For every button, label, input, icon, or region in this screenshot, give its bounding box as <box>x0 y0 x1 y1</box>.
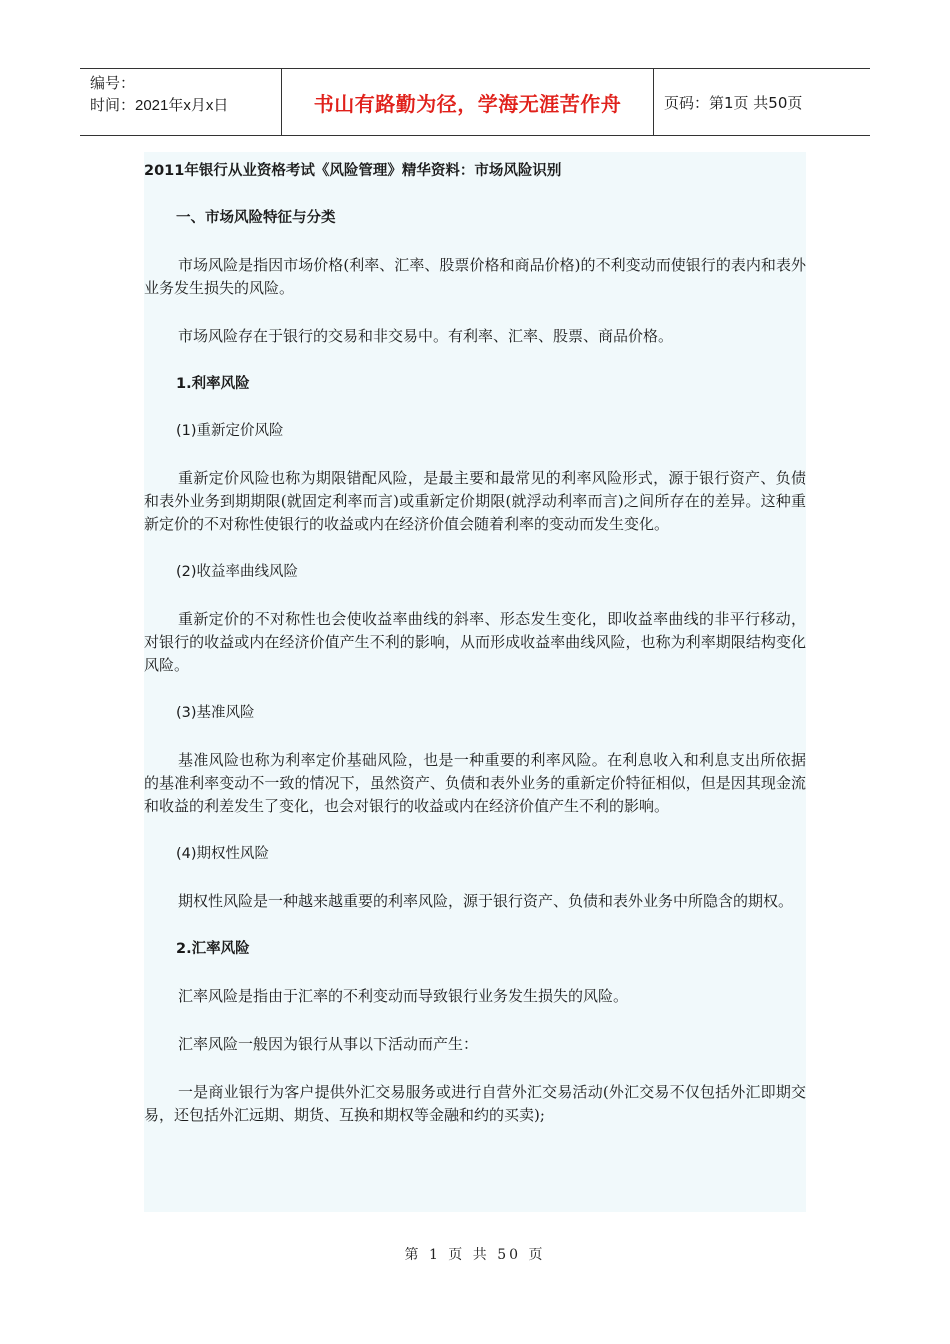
item-heading-basis-risk: (3)基准风险 <box>176 705 255 721</box>
subsection-heading-exchange-rate-risk: 2.汇率风险 <box>176 941 250 957</box>
subsection-heading-interest-rate-risk: 1.利率风险 <box>176 376 250 392</box>
paragraph: 期权性风险是一种越来越重要的利率风险，源于银行资产、负债和表外业务中所隐含的期权。 <box>178 892 794 910</box>
serial-label: 编号： <box>90 75 136 92</box>
page-header <box>80 68 870 136</box>
time-label: 时间：2021年x月x日 <box>90 97 229 114</box>
header-meta-cell <box>80 69 282 135</box>
paragraph: 市场风险存在于银行的交易和非交易中。有利率、汇率、股票、商品价格。 <box>178 327 674 345</box>
item-heading-option-risk: (4)期权性风险 <box>176 846 270 862</box>
paragraph: 一是商业银行为客户提供外汇交易服务或进行自营外汇交易活动(外汇交易不仅包括外汇即期交易，还包括外汇远期、期货、互换和期权等金融和约的买卖); <box>144 1083 806 1124</box>
item-heading-repricing-risk: (1)重新定价风险 <box>176 423 284 439</box>
paragraph: 汇率风险一般因为银行从事以下活动而产生： <box>178 1035 479 1053</box>
page-footer: 第 1 页 共 50 页 <box>404 1247 546 1263</box>
paragraph: 重新定价的不对称性也会使收益率曲线的斜率、形态发生变化，即收益率曲线的非平行移动，对银行的收益或内在经济价值产生不利的影响，从而形成收益率曲线风险，也称为利率期限结构变化风险。 <box>144 610 806 674</box>
document-title: 2011年银行从业资格考试《风险管理》精华资料：市场风险识别 <box>144 163 562 179</box>
header-motto: 书山有路勤为径，学海无涯苦作舟 <box>282 69 654 135</box>
paragraph: 汇率风险是指由于汇率的不利变动而导致银行业务发生损失的风险。 <box>178 987 629 1005</box>
document-body <box>144 152 806 1212</box>
paragraph: 基准风险也称为利率定价基础风险，也是一种重要的利率风险。在利息收入和利息支出所依据的基准利率变动不一致的情况下，虽然资产、负债和表外业务的重新定价特征相似，但是因其现金流和收益的利差发生了变化，也会对银行的收益或内在经济价值产生不利的影响。 <box>144 751 806 815</box>
item-heading-yield-curve-risk: (2)收益率曲线风险 <box>176 564 299 580</box>
section-heading-market-risk: 一、市场风险特征与分类 <box>176 210 336 226</box>
paragraph: 市场风险是指因市场价格(利率、汇率、股票价格和商品价格)的不利变动而使银行的表内和表外业务发生损失的风险。 <box>144 256 806 297</box>
header-page-info: 页码：第1页 共50页 <box>664 93 803 112</box>
paragraph: 重新定价风险也称为期限错配风险，是最主要和最常见的利率风险形式，源于银行资产、负债和表外业务到期期限(就固定利率而言)或重新定价期限(就浮动利率而言)之间所存在的差异。这种重新定价的不对称性使银行的收益或内在经济价值会随着利率的变动而发生变化。 <box>144 469 806 533</box>
